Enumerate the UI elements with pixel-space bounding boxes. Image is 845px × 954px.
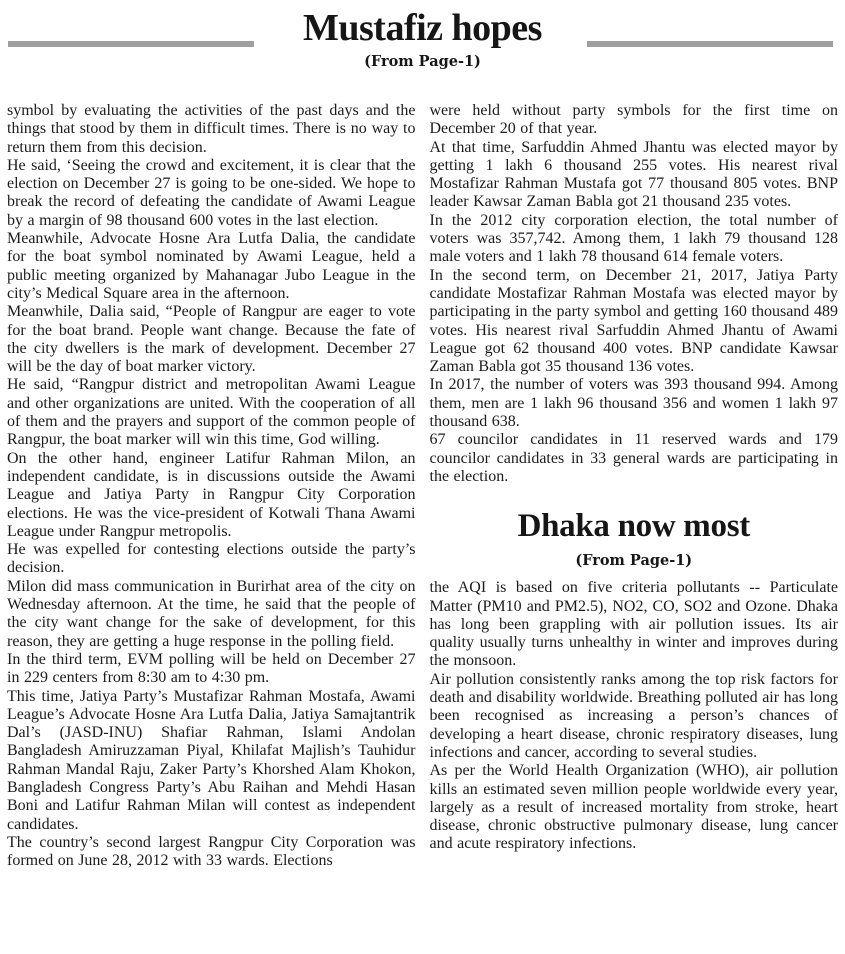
paragraph: Meanwhile, Advocate Hosne Ara Lutfa Dalia, the candidate for the boat symbol nominated by Awami League, held a public meeting organized by Mahanagar Jubo League in the city’s Medical Square area in the afternoon. [7, 230, 416, 302]
article1-left-paragraphs [7, 102, 416, 870]
article1-kicker: (From Page-1) [364, 53, 481, 70]
paragraph: were held without party symbols for the first time on December 20 of that year. [429, 102, 838, 138]
paragraph: Milon did mass communication in Burirhat area of the city on Wednesday afternoon. At the time, he said that the people of the city want change for the sake of development, for this reason, they are getting a huge response in the polling field. [7, 577, 416, 650]
paragraph: He said, “Rangpur district and metropolitan Awami League and other organizations are united. With the cooperation of all of them and the prayers and support of the common people of Rangpur, the boat marker will win this time, God willing. [7, 376, 416, 449]
left-column [7, 102, 416, 954]
paragraph: At that time, Sarfuddin Ahmed Jhantu was elected mayor by getting 1 lakh 6 thousand 255 votes. His nearest rival Mostafizar Rahman Mustafa got 77 thousand 805 votes. BNP leader Kawsar Zaman Babla got 21 thousand 235 votes. [429, 138, 838, 211]
paragraph: 67 councilor candidates in 11 reserved wards and 179 councilor candidates in 33 general wards are participating in the election. [429, 431, 838, 485]
paragraph: In the third term, EVM polling will be held on December 27 in 229 centers from 8:30 am to 4:30 pm. [7, 650, 416, 687]
paragraph: Air pollution consistently ranks among the top risk factors for death and disability worldwide. Breathing polluted air has long been recognised as increasing a person’s chances of developing a heart disease, chronic respiratory diseases, lung infections and cancer, according to several studies. [429, 670, 838, 761]
paragraph: symbol by evaluating the activities of the past days and the things that stood by them in difficult times. There is no way to return them from this decision. [7, 102, 416, 156]
article2 [430, 506, 839, 853]
paragraph: As per the World Health Organization (WHO), air pollution kills an estimated seven million people worldwide every year, largely as a result of increased mortality from stroke, heart disease, chronic obstructive pulmonary disease, lung cancer and acute respiratory infections. [429, 762, 838, 853]
paragraph: the AQI is based on five criteria pollutants -- Particulate Matter (PM10 and PM2.5), NO2, CO, SO2 and Ozone. Dhaka has long been grappling with air pollution issues. Its air quality usually turns unhealthy in winter and improves during the monsoon. [429, 579, 838, 670]
paragraph: Meanwhile, Dalia said, “People of Rangpur are eager to vote for the boat brand. People want change. Because the fate of the city dwellers is the mark of development. December 27 will be the day of boat marker victory. [7, 303, 416, 376]
header-rule-right [587, 41, 833, 47]
article2-title: Dhaka now most [517, 508, 750, 545]
paragraph: He was expelled for contesting elections outside the party’s decision. [7, 541, 416, 577]
paragraph: The country’s second largest Rangpur City Corporation was formed on June 28, 2012 with 33 wards. Elections [7, 833, 416, 870]
article2-paragraphs [430, 579, 839, 853]
paragraph: He said, ‘Seeing the crowd and excitement, it is clear that the election on December 27 is going to be one-sided. We hope to break the record of defeating the candidate of Awami League by a margin of 98 thousand 600 votes in the last election. [7, 156, 416, 229]
article2-kicker: (From Page-1) [575, 552, 693, 570]
body-columns [0, 98, 845, 954]
article1-right-paragraphs [430, 102, 839, 486]
article1-header [0, 6, 845, 98]
right-column [430, 102, 839, 954]
paragraph: This time, Jatiya Party’s Mustafizar Rahman Mostafa, Awami League’s Advocate Hosne Ara Lutfa Dalia, Jatiya Samajtantrik Dal’s (JASD-INU) Shafiar Rahman, Islami Andolan Bangladesh Amiruzzaman Piyal, Khilafat Majlish’s Tauhidur Rahman Mandal Raju, Zaker Party’s Khorshed Alam Khokon, Bangladesh Congress Party’s Abu Raihan and Mehdi Hasan Boni and Latifur Rahman Milan will contest as independent candidates. [7, 687, 416, 833]
article1-title: Mustafiz hopes [303, 7, 542, 49]
paragraph: In the second term, on December 21, 2017, Jatiya Party candidate Mostafizar Rahman Mostafa was elected mayor by participating in the party symbol and getting 160 thousand 489 votes. His nearest rival Sarfuddin Ahmed Jhantu of Awami League got 62 thousand 400 votes. BNP candidate Kawsar Zaman Babla got 35 thousand 136 votes. [429, 266, 838, 376]
paragraph: In the 2012 city corporation election, the total number of voters was 357,742. Among them, 1 lakh 79 thousand 128 male voters and 1 lakh 78 thousand 614 female voters. [429, 211, 838, 266]
header-rule-left [8, 41, 254, 47]
paragraph: In 2017, the number of voters was 393 thousand 994. Among them, men are 1 lakh 96 thousand 356 and women 1 lakh 97 thousand 638. [429, 376, 838, 431]
paragraph: On the other hand, engineer Latifur Rahman Milon, an independent candidate, is in discussions outside the Awami League and Jatiya Party in Rangpur City Corporation elections. He was the vice-president of Kotwali Thana Awami League under Rangpur metropolis. [7, 449, 416, 540]
